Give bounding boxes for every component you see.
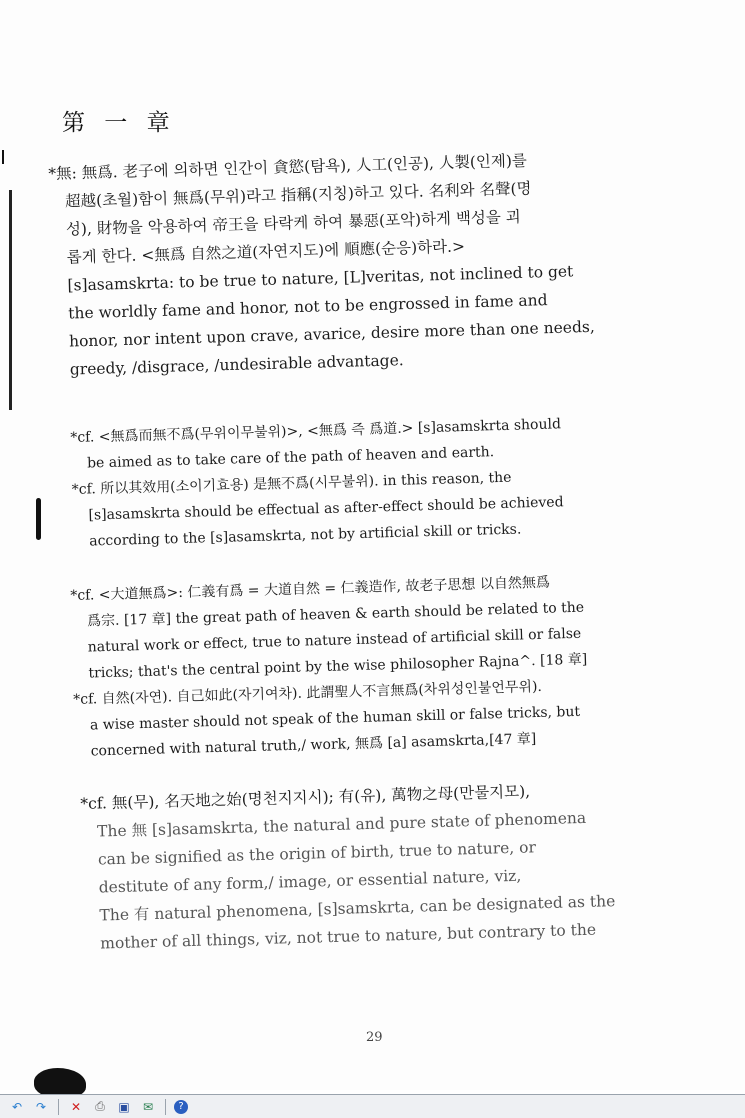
toolbar-divider [165,1099,166,1115]
text-line: a wise master should not speak of the human skill or false tricks, but [89,703,581,734]
text-line: [s]asamskrta: to be true to nature, [L]veritas, not inclined to get [67,262,574,295]
text-line: 超越(초월)함이 無爲(무위)라고 指稱(지칭)하고 있다. 名利와 名聲(명 [64,179,532,211]
text-line: 爲宗. [17 章] the great path of heaven & earth should be related to the [86,599,585,630]
paragraph-cf-2 [70,567,650,765]
text-line: according to the [s]asamskrta, not by artificial skill or tricks. [89,521,522,550]
text-line: 성), 財物을 악용하여 帝王을 타락케 하여 暴惡(포악)하게 백성을 괴 [65,207,521,239]
text-line: *cf. <大道無爲>: 仁義有爲 = 大道自然 = 仁義造作, 故老子思想 以自然無爲 [70,574,551,604]
text-line: *無: 無爲. 老子에 의하면 인간이 貪慾(탐욕), 人工(인공), 人製(인제)를 [48,151,528,183]
toolbar-divider [58,1099,59,1115]
paragraph-wu-wei [48,143,654,384]
text-line: *cf. 所以其效用(소이기효용) 是無不爲(시무불위). in this reason, the [71,469,512,498]
rotate-left-icon[interactable]: ↶ [11,1099,23,1114]
email-icon[interactable]: ✉ [142,1099,154,1114]
help-icon[interactable]: ? [174,1100,188,1114]
text-line: tricks; that's the central point by the wise philosopher Rajna^. [18 章] [88,651,588,682]
text-line: concerned with natural truth,/ work, 無爲 [a] asamskrta,[47 章] [90,731,537,760]
text-line: *cf. 無(무), 名天地之始(명천지지시); 有(유), 萬物之母(만물지모), [80,782,531,813]
text-line: the worldly fame and honor, not to be engrossed in fame and [68,291,548,323]
text-line: mother of all things, viz, not true to nature, but contrary to the [100,920,597,953]
delete-icon[interactable]: ✕ [70,1099,82,1114]
text-line: *cf. <無爲而無不爲(무위이무불위)>, <無爲 즉 爲道.> [s]asamskrta should [70,416,562,446]
chapter-title: 第 一 章 [62,110,176,136]
paragraph-cf-3 [80,774,659,958]
text-line: 롭게 한다. <無爲 自然之道(자연지도)에 順應(순응)하라.> [66,237,466,267]
text-line: The 有 natural phenomena, [s]samskrta, can be designated as the [99,892,616,925]
rotate-right-icon[interactable]: ↷ [35,1099,47,1114]
scan-artifact-edge [2,150,4,164]
scan-artifact-bar [9,190,12,410]
text-line: destitute of any form,/ image, or essential nature, viz, [98,866,522,897]
text-line: The 無 [s]asamskrta, the natural and pure state of phenomena [96,808,587,841]
text-line: honor, nor intent upon crave, avarice, desire more than one needs, [68,317,595,351]
scan-artifact-mark [36,498,41,540]
page-number: 29 [366,1030,383,1045]
text-line: [s]asamskrta should be effectual as after-effect should be achieved [88,494,564,524]
print-icon[interactable]: ⎙ [95,1099,105,1113]
text-line: greedy, /disgrace, /undesirable advantage. [69,351,404,379]
text-line: *cf. 自然(자연). 自己如此(자기여차). 此謂聖人不言無爲(차위성인불언무위). [73,678,543,708]
save-icon[interactable]: ▣ [118,1099,130,1114]
text-line: be aimed as to take care of the path of heaven and earth. [86,444,495,472]
viewer-toolbar [0,1094,745,1118]
text-line: natural work or effect, true to nature instead of artificial skill or false [87,625,582,656]
paragraph-cf-1 [70,409,643,555]
text-line: can be signified as the origin of birth, true to nature, or [97,838,537,869]
